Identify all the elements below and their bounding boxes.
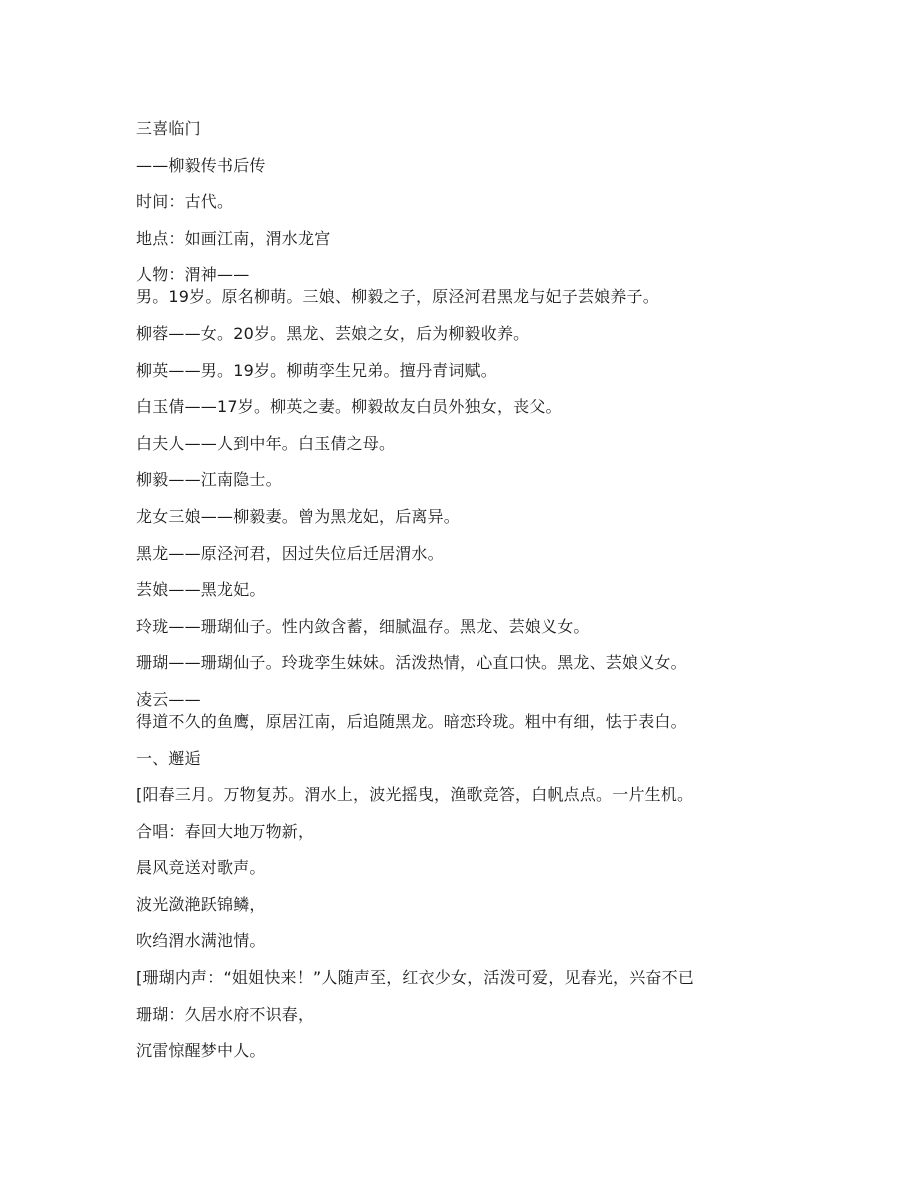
character-entry: 珊瑚——珊瑚仙子。玲珑孪生妹妹。活泼热情，心直口快。黑龙、芸娘义女。 bbox=[136, 653, 687, 673]
lyric-line: 吹绉渭水满池情。 bbox=[136, 931, 266, 951]
character-entry: 柳英——男。19岁。柳萌孪生兄弟。擅丹青词赋。 bbox=[136, 360, 497, 380]
character-entry: 白玉倩——17岁。柳英之妻。柳毅故友白员外独女，丧父。 bbox=[136, 397, 562, 417]
character-entry: 芸娘——黑龙妃。 bbox=[136, 580, 266, 600]
character-lingyun bbox=[136, 689, 796, 733]
character-entry: 龙女三娘——柳毅妻。曾为黑龙妃，后离异。 bbox=[136, 506, 461, 526]
character-weishen bbox=[136, 264, 796, 308]
lyric-line: 珊瑚：久居水府不识春， bbox=[136, 1004, 315, 1024]
character-weishen-desc: 男。19岁。原名柳萌。三娘、柳毅之子，原泾河君黑龙与妃子芸娘养子。 bbox=[136, 287, 659, 307]
character-entry: 柳毅——江南隐士。 bbox=[136, 470, 282, 490]
setting-time: 时间：古代。 bbox=[136, 192, 234, 212]
document-subtitle: ——柳毅传书后传 bbox=[136, 155, 266, 175]
character-entry: 玲珑——珊瑚仙子。性内敛含蓄，细腻温存。黑龙、芸娘义女。 bbox=[136, 616, 590, 636]
character-lingyun-desc: 得道不久的鱼鹰，原居江南，后追随黑龙。暗恋玲珑。粗中有细，怯于表白。 bbox=[136, 711, 687, 731]
setting-place: 地点：如画江南，渭水龙宫 bbox=[136, 228, 331, 248]
character-entry: 白夫人——人到中年。白玉倩之母。 bbox=[136, 433, 396, 453]
lyric-line: 晨风竞送对歌声。 bbox=[136, 858, 266, 878]
stage-direction: [阳春三月。万物复苏。渭水上，波光摇曳，渔歌竞答，白帆点点。一片生机。 bbox=[136, 785, 694, 805]
lyric-line: 合唱：春回大地万物新， bbox=[136, 821, 315, 841]
document-title: 三喜临门 bbox=[136, 119, 201, 138]
lyric-line: 波光潋滟跃锦鳞， bbox=[136, 894, 266, 914]
stage-direction: [珊瑚内声：“姐姐快来！”人随声至，红衣少女，活泼可爱，见春光，兴奋不已 bbox=[136, 968, 695, 988]
characters-label-line: 人物：渭神—— bbox=[136, 265, 250, 285]
character-entry: 黑龙——原泾河君，因过失位后迁居渭水。 bbox=[136, 543, 444, 563]
section-heading: 一、邂逅 bbox=[136, 748, 201, 768]
lyric-line: 沉雷惊醒梦中人。 bbox=[136, 1041, 266, 1061]
character-lingyun-name: 凌云—— bbox=[136, 689, 201, 709]
document-page bbox=[136, 118, 796, 1077]
character-entry: 柳蓉——女。20岁。黑龙、芸娘之女，后为柳毅收养。 bbox=[136, 323, 530, 343]
